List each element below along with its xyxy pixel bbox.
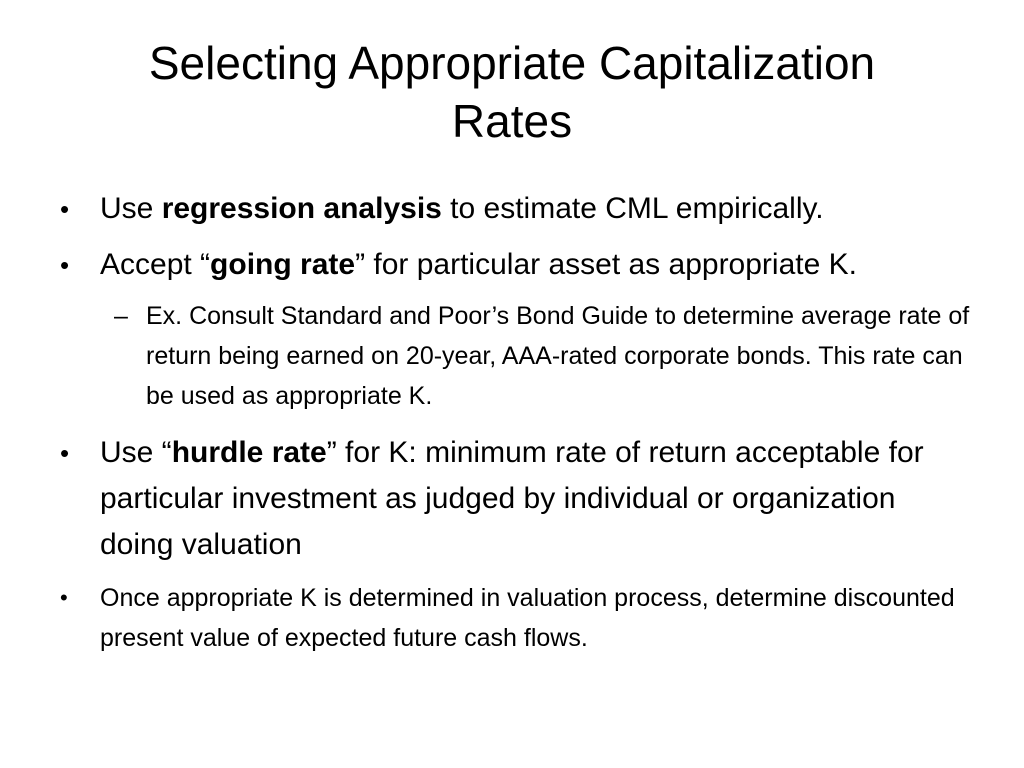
bullet-discounted-present-value — [60, 578, 970, 658]
bullet-text-bold: going rate — [210, 248, 356, 281]
sub-bullet-text: Ex. Consult Standard and Poor’s Bond Guide to determine average rate of return being earned on 20-year, AAA-rated corporate bonds. This rate can be used as appropriate K. — [146, 302, 970, 410]
bullet-dot-icon: • — [60, 250, 70, 280]
sub-bullet-bond-guide-example — [60, 296, 970, 416]
bullet-regression-analysis — [60, 186, 970, 232]
bullet-dot-icon: • — [60, 194, 70, 224]
bullet-text-pre: Use — [100, 192, 162, 225]
dash-icon: – — [114, 302, 128, 330]
slide-title — [60, 34, 964, 150]
bullet-list — [60, 186, 970, 668]
title-line-2: Rates — [451, 95, 573, 147]
title-line-1: Selecting Appropriate Capitalization — [148, 37, 876, 89]
bullet-text-pre: Accept “ — [100, 248, 211, 281]
bullet-text-bold: hurdle rate — [171, 436, 327, 469]
bullet-dot-icon: • — [60, 438, 70, 468]
bullet-text-pre: Use “ — [100, 436, 172, 469]
bullet-text: Once appropriate K is determined in valuation process, determine discounted present value of expected future cash flows. — [100, 584, 955, 652]
bullet-going-rate — [60, 242, 970, 288]
bullet-text-post: ” for particular asset as appropriate K. — [355, 248, 857, 281]
bullet-hurdle-rate — [60, 430, 970, 568]
bullet-text-post: to estimate CML empirically. — [441, 192, 824, 225]
bullet-text-post: ” for K: minimum rate of return acceptable for particular investment as judged by individual or organization doing valuation — [100, 436, 924, 561]
bullet-dot-icon: • — [60, 585, 68, 610]
bullet-text-bold: regression analysis — [161, 192, 442, 225]
